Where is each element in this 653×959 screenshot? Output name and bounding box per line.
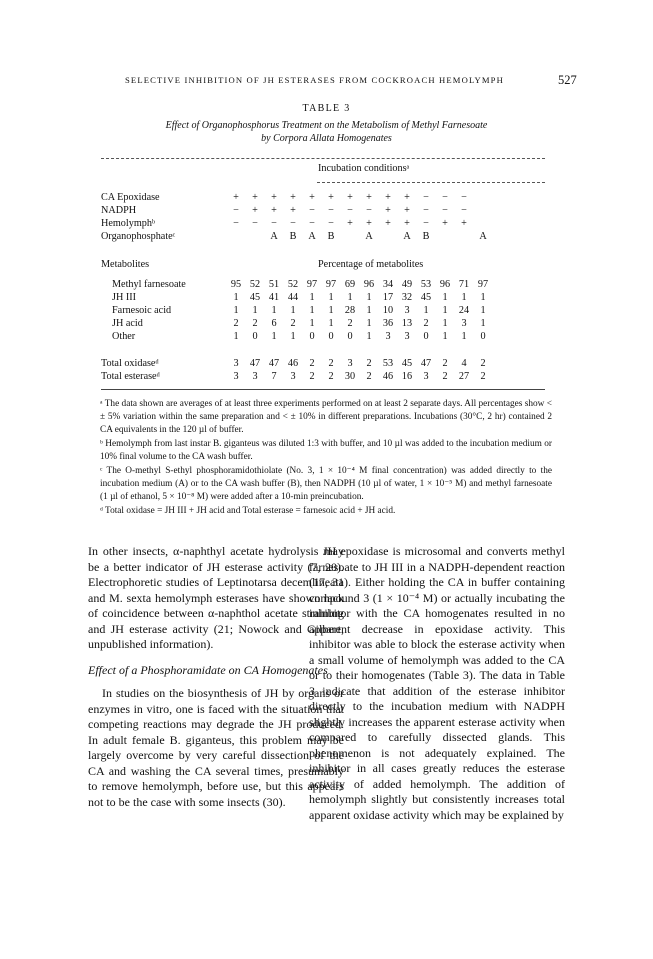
metabolite-row: [0, 331, 653, 343]
page-number: 527: [558, 73, 577, 87]
total-cell: 53: [382, 358, 394, 369]
footnote-a: ᵃ The data shown are averages of at least three experiments performed on at least 2 separate days. All percentages show < ± 5% variation within the same preparation and < ± 10% in different preparations. Incubations (30°C, 2 hr) contained 2 CA equivalents in the 120 µl of buffer.: [100, 399, 552, 435]
metabolite-cell: 0: [328, 331, 334, 342]
running-header: [0, 74, 653, 88]
metabolite-cell: 36: [382, 318, 394, 329]
metabolite-cell: 17: [382, 292, 394, 303]
metabolite-cell: 45: [249, 292, 261, 303]
table-bottom-rule: [101, 389, 545, 390]
metabolite-row: [0, 279, 653, 291]
condition-cell: −: [442, 192, 448, 203]
condition-cell: +: [404, 218, 410, 229]
metabolite-cell: 1: [347, 292, 353, 303]
table-label: TABLE 3: [302, 103, 351, 114]
condition-cell: −: [271, 218, 277, 229]
total-cell: 27: [458, 371, 470, 382]
metabolite-cell: 1: [233, 331, 239, 342]
metabolite-row: [0, 292, 653, 304]
condition-cell: −: [309, 218, 315, 229]
total-cell: 3: [233, 358, 239, 369]
section-heading: Effect of a Phosphoramidate on CA Homogenates: [88, 662, 328, 677]
metabolite-cell: 51: [268, 279, 280, 290]
metabolite-cell: 1: [366, 331, 372, 342]
total-cell: 2: [366, 371, 372, 382]
condition-row: [0, 192, 653, 204]
condition-cell: −: [347, 205, 353, 216]
condition-cell: +: [366, 218, 372, 229]
condition-cell: +: [385, 205, 391, 216]
condition-cell: A: [479, 231, 487, 242]
total-cell: 16: [401, 371, 413, 382]
metabolite-cell: 2: [423, 318, 429, 329]
metabolites-label: Metabolites: [101, 259, 150, 270]
metabolite-cell: 49: [401, 279, 413, 290]
total-cell: 3: [233, 371, 239, 382]
condition-cell: B: [422, 231, 430, 242]
metabolite-cell: 1: [233, 292, 239, 303]
metabolite-cell: 3: [385, 331, 391, 342]
total-cell: 3: [347, 358, 353, 369]
condition-cell: A: [270, 231, 278, 242]
metabolite-cell: 32: [401, 292, 413, 303]
metabolite-cell: 2: [233, 318, 239, 329]
metabolite-cell: 13: [401, 318, 413, 329]
total-cell: 2: [328, 371, 334, 382]
condition-cell: B: [327, 231, 335, 242]
metabolite-cell: 71: [458, 279, 470, 290]
metabolite-cell: 44: [287, 292, 299, 303]
metabolite-cell: 96: [363, 279, 375, 290]
condition-row: [0, 218, 653, 230]
condition-cell: +: [347, 218, 353, 229]
total-cell: 47: [420, 358, 432, 369]
condition-cell: +: [271, 192, 277, 203]
metabolite-cell: 45: [420, 292, 432, 303]
total-cell: 3: [423, 371, 429, 382]
condition-cell: +: [328, 192, 334, 203]
metabolite-label: Farnesoic acid: [112, 305, 172, 316]
right-column: [309, 544, 565, 823]
metabolite-cell: 1: [442, 305, 448, 316]
table-title-line1: Effect of Organophosphorus Treatment on the Metabolism of Methyl Farnesoate: [165, 120, 488, 131]
table-top-rule: [101, 158, 545, 159]
metabolite-cell: 0: [309, 331, 315, 342]
metabolite-cell: 41: [268, 292, 280, 303]
metabolite-cell: 0: [480, 331, 486, 342]
condition-cell: −: [423, 205, 429, 216]
condition-cell: +: [385, 218, 391, 229]
metabolite-cell: 24: [458, 305, 470, 316]
metabolite-cell: 1: [480, 292, 486, 303]
condition-label: Hemolymphᵇ: [101, 218, 156, 229]
total-cell: 2: [480, 358, 486, 369]
metabolite-cell: 97: [325, 279, 337, 290]
total-cell: 45: [401, 358, 413, 369]
metabolite-cell: 1: [366, 292, 372, 303]
left-column: [88, 544, 344, 810]
condition-cell: −: [423, 192, 429, 203]
metabolite-cell: 0: [252, 331, 258, 342]
metabolite-cell: 1: [309, 305, 315, 316]
metabolite-label: JH acid: [112, 318, 143, 329]
total-cell: 30: [344, 371, 356, 382]
metabolite-cell: 1: [480, 318, 486, 329]
metabolite-cell: 2: [347, 318, 353, 329]
metabolite-cell: 1: [442, 292, 448, 303]
total-cell: 46: [382, 371, 394, 382]
metabolite-cell: 1: [328, 318, 334, 329]
metabolite-cell: 3: [404, 305, 410, 316]
condition-cell: +: [252, 205, 258, 216]
total-cell: 46: [287, 358, 299, 369]
condition-cell: +: [290, 205, 296, 216]
total-cell: 2: [442, 371, 448, 382]
footnote-c: ᶜ The O-methyl S-ethyl phosphoramidothiolate (No. 3, 1 × 10⁻⁴ M final concentration) was added directly to the incubation medium (A) or to the CA wash buffer (B), then NADPH (10 µl of water, 1 × 10⁻⁵ M) and methyl farnesoate (1 µl of ethanol, 5 × 10⁻⁸ M) were added after a 10-min preincubation.: [100, 466, 552, 502]
metabolite-cell: 97: [306, 279, 318, 290]
total-cell: 3: [290, 371, 296, 382]
metabolite-cell: 52: [249, 279, 261, 290]
total-cell: 3: [252, 371, 258, 382]
condition-cell: −: [328, 218, 334, 229]
metabolite-cell: 2: [290, 318, 296, 329]
metabolite-label: Other: [112, 331, 136, 342]
condition-cell: −: [442, 205, 448, 216]
condition-cell: −: [233, 218, 239, 229]
condition-cell: −: [461, 205, 467, 216]
condition-cell: +: [347, 192, 353, 203]
metabolite-cell: 52: [287, 279, 299, 290]
metabolite-cell: 28: [344, 305, 356, 316]
metabolite-cell: 1: [423, 305, 429, 316]
condition-cell: −: [328, 205, 334, 216]
condition-cell: −: [252, 218, 258, 229]
metabolite-cell: 96: [439, 279, 451, 290]
metabolite-cell: 69: [344, 279, 356, 290]
metabolite-cell: 1: [328, 305, 334, 316]
left-paragraph-2: In studies on the biosynthesis of JH by organs or enzymes in vitro, one is faced with the situation that competing reactions may degrade the JH produced. In adult female B. giganteus, this problem may be largely overcome by very careful dissection of the CA and washing the CA several times, presumably to remove hemolymph, before use, but this appears not to be the case with some insects (30).: [88, 686, 344, 809]
condition-cell: A: [365, 231, 373, 242]
condition-cell: −: [423, 218, 429, 229]
condition-cell: A: [403, 231, 411, 242]
metabolite-cell: 1: [290, 305, 296, 316]
metabolite-cell: 1: [309, 292, 315, 303]
condition-cell: +: [404, 192, 410, 203]
metabolite-row: [0, 318, 653, 330]
condition-cell: +: [290, 192, 296, 203]
metabolite-cell: 1: [328, 292, 334, 303]
condition-row: [0, 205, 653, 217]
footnote-b: ᵇ Hemolymph from last instar B. giganteus was diluted 1:3 with buffer, and 10 µl was added to the incubation medium or 10% final volume to the CA wash buffer.: [100, 439, 552, 462]
metabolite-cell: 1: [233, 305, 239, 316]
condition-label: Organophosphateᶜ: [101, 231, 176, 242]
condition-label: NADPH: [101, 205, 137, 216]
total-cell: 2: [442, 358, 448, 369]
total-row: [0, 358, 653, 370]
total-cell: 4: [461, 358, 467, 369]
total-cell: 2: [309, 371, 315, 382]
condition-cell: −: [366, 205, 372, 216]
condition-row: [0, 231, 653, 243]
total-label: Total esteraseᵈ: [101, 371, 160, 382]
conditions-subrule: [317, 182, 545, 183]
table-title-line2: by Corpora Allata Homogenates: [261, 133, 392, 144]
condition-label: CA Epoxidase: [101, 192, 160, 203]
metabolite-cell: 0: [347, 331, 353, 342]
condition-cell: −: [233, 205, 239, 216]
metabolite-cell: 1: [252, 305, 258, 316]
total-cell: 47: [268, 358, 280, 369]
condition-cell: −: [309, 205, 315, 216]
condition-cell: +: [309, 192, 315, 203]
total-cell: 47: [249, 358, 261, 369]
total-cell: 2: [309, 358, 315, 369]
condition-cell: +: [385, 192, 391, 203]
metabolite-label: JH III: [112, 292, 137, 303]
conditions-header: Incubation conditionsᵃ: [318, 163, 410, 174]
condition-cell: +: [442, 218, 448, 229]
metabolite-cell: 3: [404, 331, 410, 342]
left-paragraph-1: In other insects, α-naphthyl acetate hydrolysis may be a better indicator of JH esterase activity (7, 20). Electrophoretic studies of Leptinotarsa decemlineata and M. sexta hemolymph esterases have shown lack of coincidence between α-naphthol acetate straining and JH esterase activity (21; Nowock and Gilbert, unpublished information).: [88, 544, 344, 651]
metabolite-cell: 3: [461, 318, 467, 329]
total-row: [0, 371, 653, 383]
metabolite-cell: 1: [442, 331, 448, 342]
right-paragraph-1: JH epoxidase is microsomal and converts methyl farnesoate to JH III in a NADPH-dependent reaction (17, 31). Either holding the CA in buffer containing compound 3 (1 × 10⁻⁴ M) or actually incubating the inhibitor with the CA homogenates resulted in no apparent decrease in epoxidase activity. This inhibitor was able to block the esterase activity when a small volume of hemolymph was added to the CA or to their homogenates (Table 3). The data in Table 3 indicate that addition of the esterase inhibitor directly to the incubation medium with NADPH slightly increases the apparent esterase activity when compared to carefully dissected glands. This phenomenon is not adequately explained. The inhibitor in all cases greatly reduces the esterase activity of added hemolymph. The addition of hemolymph slightly but consistently increases total apparent oxidase activity which may be explained by: [309, 544, 565, 822]
metabolite-cell: 6: [271, 318, 277, 329]
condition-cell: +: [271, 205, 277, 216]
total-cell: 2: [328, 358, 334, 369]
condition-cell: −: [290, 218, 296, 229]
condition-cell: B: [289, 231, 297, 242]
metabolite-label: Methyl farnesoate: [112, 279, 186, 290]
percentage-label: Percentage of metabolites: [318, 259, 424, 270]
running-title: SELECTIVE INHIBITION OF JH ESTERASES FROM COCKROACH HEMOLYMPH: [125, 75, 504, 85]
metabolite-cell: 10: [382, 305, 394, 316]
total-cell: 7: [271, 371, 277, 382]
metabolite-cell: 1: [290, 331, 296, 342]
metabolite-cell: 1: [309, 318, 315, 329]
condition-cell: +: [252, 192, 258, 203]
total-cell: 2: [480, 371, 486, 382]
metabolite-cell: 1: [442, 318, 448, 329]
metabolite-cell: 1: [366, 305, 372, 316]
metabolite-cell: 1: [480, 305, 486, 316]
metabolite-cell: 1: [461, 292, 467, 303]
metabolite-cell: 1: [461, 331, 467, 342]
total-label: Total oxidaseᵈ: [101, 358, 159, 369]
metabolite-cell: 1: [271, 305, 277, 316]
metabolite-cell: 95: [230, 279, 242, 290]
condition-cell: +: [366, 192, 372, 203]
metabolite-cell: 53: [420, 279, 432, 290]
condition-cell: +: [404, 205, 410, 216]
metabolite-cell: 2: [252, 318, 258, 329]
metabolite-cell: 1: [366, 318, 372, 329]
metabolite-cell: 97: [477, 279, 489, 290]
condition-cell: −: [461, 192, 467, 203]
footnote-d: ᵈ Total oxidase = JH III + JH acid and Total esterase = farnesoic acid + JH acid.: [100, 506, 396, 516]
metabolite-cell: 1: [271, 331, 277, 342]
metabolite-cell: 34: [382, 279, 394, 290]
condition-cell: +: [233, 192, 239, 203]
condition-cell: A: [308, 231, 316, 242]
condition-cell: +: [461, 218, 467, 229]
total-cell: 2: [366, 358, 372, 369]
metabolite-row: [0, 305, 653, 317]
metabolite-cell: 0: [423, 331, 429, 342]
